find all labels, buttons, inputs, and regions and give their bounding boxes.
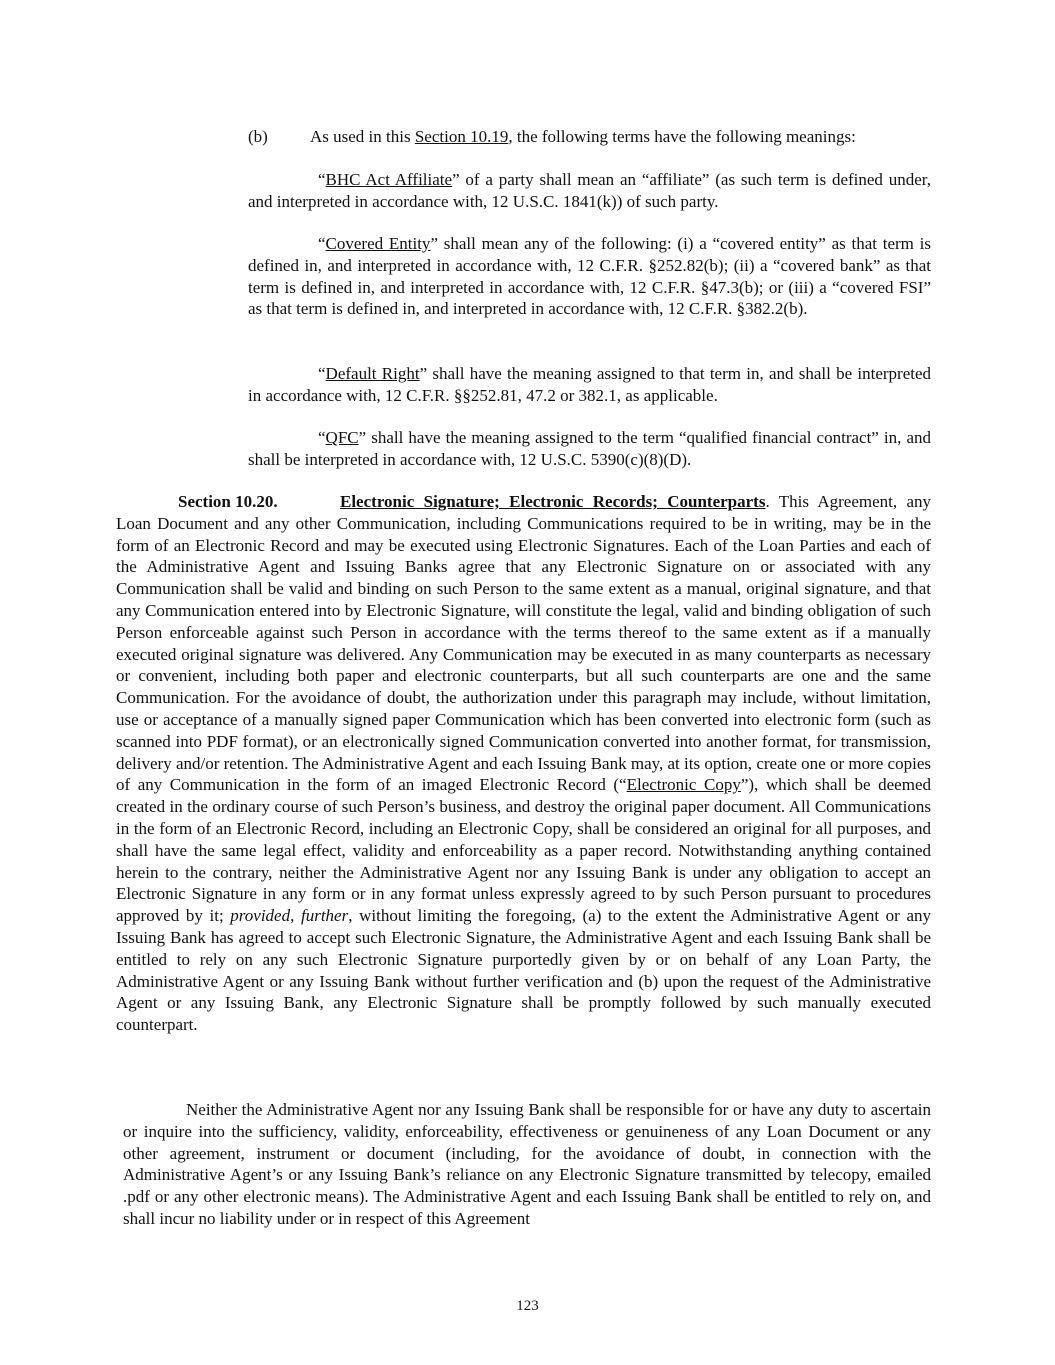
definition-covered-entity [248, 233, 931, 320]
section-number: Section 10.20. [178, 492, 278, 511]
page-number: 123 [516, 1298, 539, 1314]
subsection-text-after: , the following terms have the following meanings: [508, 127, 856, 146]
defined-term: Covered Entity [325, 234, 431, 253]
italic-further: further [300, 906, 349, 926]
comma: , [290, 906, 301, 926]
definition-text: ” shall have the meaning assigned to the term “qualified financial contract” in, and shall be interpreted in accordance with, 12 U.S.C. 5390(c)(8)(D). [248, 428, 931, 469]
definition-text: ” shall have the meaning assigned to that term in, and shall be interpreted in accordance with, 12 C.F.R. §§252.81, 47.2 or 382.1, as applicable. [248, 364, 932, 405]
section-body-part1: This Agreement, any Loan Document and any other Communication, including Communications required to be in writing, may be in the form of an Electronic Record and may be executed using Electronic Signatures. Each of the Loan Parties and each of the Administrative Agent and Issuing Banks agree that any Electronic Signature on or associated with any Communication shall be valid and binding on such Person to the same extent as a manual, original signature, and that any Communication entered into by Electronic Signature, will constitute the legal, valid and binding obligation of such Person enforceable against such Person in accordance with the terms thereof to the same extent as if a manually executed original signature was delivered. Any Communication may be executed in as many counterparts as necessary or convenient, including both paper and electronic counterparts, but all such counterparts are one and the same Communication. For the avoidance of doubt, the authorization under this paragraph may include, without limitation, use or acceptance of a manually signed paper Communication which has been converted into electronic form (such as scanned into PDF format), or an electronically signed Communication converted into another format, for transmission, delivery and/or retention. The Administrative Agent and each Issuing Bank may, at its option, create one or more copies of any Communication in the form of an imaged Electronic Record (“ [116, 492, 932, 795]
open-quote: “ [318, 234, 326, 253]
defined-term: QFC [325, 428, 359, 447]
section-10-20 [116, 491, 931, 1036]
subsection-label: (b) [248, 127, 268, 146]
definition-qfc [248, 427, 931, 471]
section-reference-link: Section 10.19 [414, 127, 509, 146]
subsection-text-before: As used in this [310, 127, 415, 146]
subsection-b [248, 126, 938, 148]
open-quote: “ [318, 428, 326, 447]
defined-term: Default Right [325, 364, 420, 383]
definition-bhc-act-affiliate [248, 169, 931, 213]
open-quote: “ [318, 170, 326, 189]
open-quote: “ [318, 364, 326, 383]
definition-text: ” shall mean any of the following: (i) a “covered entity” as that term is defined in, and interpreted in accordance with, 12 C.F.R. §252.82(b); (ii) a “covered bank” as that term is defined in, and interpreted in accordance with, 12 C.F.R. §47.3(b); or (iii) a “covered FSI” as that term is defined in, and interpreted in accordance with, 12 C.F.R. §382.2(b). [248, 234, 931, 319]
section-heading: Electronic Signature; Electronic Records; Counterparts [340, 492, 766, 511]
defined-term: BHC Act Affiliate [325, 170, 453, 189]
section-body-part2: ”), which shall be deemed created in the ordinary course of such Person’s business, and destroy the original paper document. All Communications in the form of an Electronic Record, including an Electronic Copy, shall be considered an original for all purposes, and shall have the same legal effect, validity and enforceability as a paper record. Notwithstanding anything contained herein to the contrary, neither the Administrative Agent nor any Issuing Bank is under any obligation to accept an Electronic Signature in any form or in any format unless expressly agreed to by such Person pursuant to procedures approved by it; [116, 775, 931, 926]
definition-text: ” of a party shall mean an “affiliate” (as such term is defined under, and interpreted in accordance with, 12 U.S.C. 1841(k)) of such party. [248, 170, 931, 211]
section-body-part3: , without limiting the foregoing, (a) to the extent the Administrative Agent or any Issuing Bank has agreed to accept such Electronic Signature, the Administrative Agent and each Issuing Bank shall be entitled to rely on any such Electronic Signature purportedly given by or on behalf of any Loan Party, the Administrative Agent or any Issuing Bank without further verification and (b) upon the request of the Administrative Agent or any Issuing Bank, any Electronic Signature shall be promptly followed by such manually executed counterpart. [116, 906, 932, 1035]
neither-paragraph: Neither the Administrative Agent nor any Issuing Bank shall be responsible for or have any duty to ascertain or inquire into the sufficiency, validity, enforceability, effectiveness or genuineness of any Loan Document or any other agreement, instrument or document (including, for the avoidance of doubt, in connection with the Administrative Agent’s or any Issuing Bank’s reliance on any Electronic Signature transmitted by telecopy, emailed .pdf or any other electronic means). The Administrative Agent and each Issuing Bank shall be entitled to rely on, and shall incur no liability under or in respect of this Agreement [123, 1100, 931, 1228]
italic-provided: provided [230, 906, 291, 926]
section-heading-end: . [765, 492, 770, 511]
defined-term-electronic-copy: Electronic Copy [626, 775, 741, 795]
definition-default-right [248, 363, 931, 407]
